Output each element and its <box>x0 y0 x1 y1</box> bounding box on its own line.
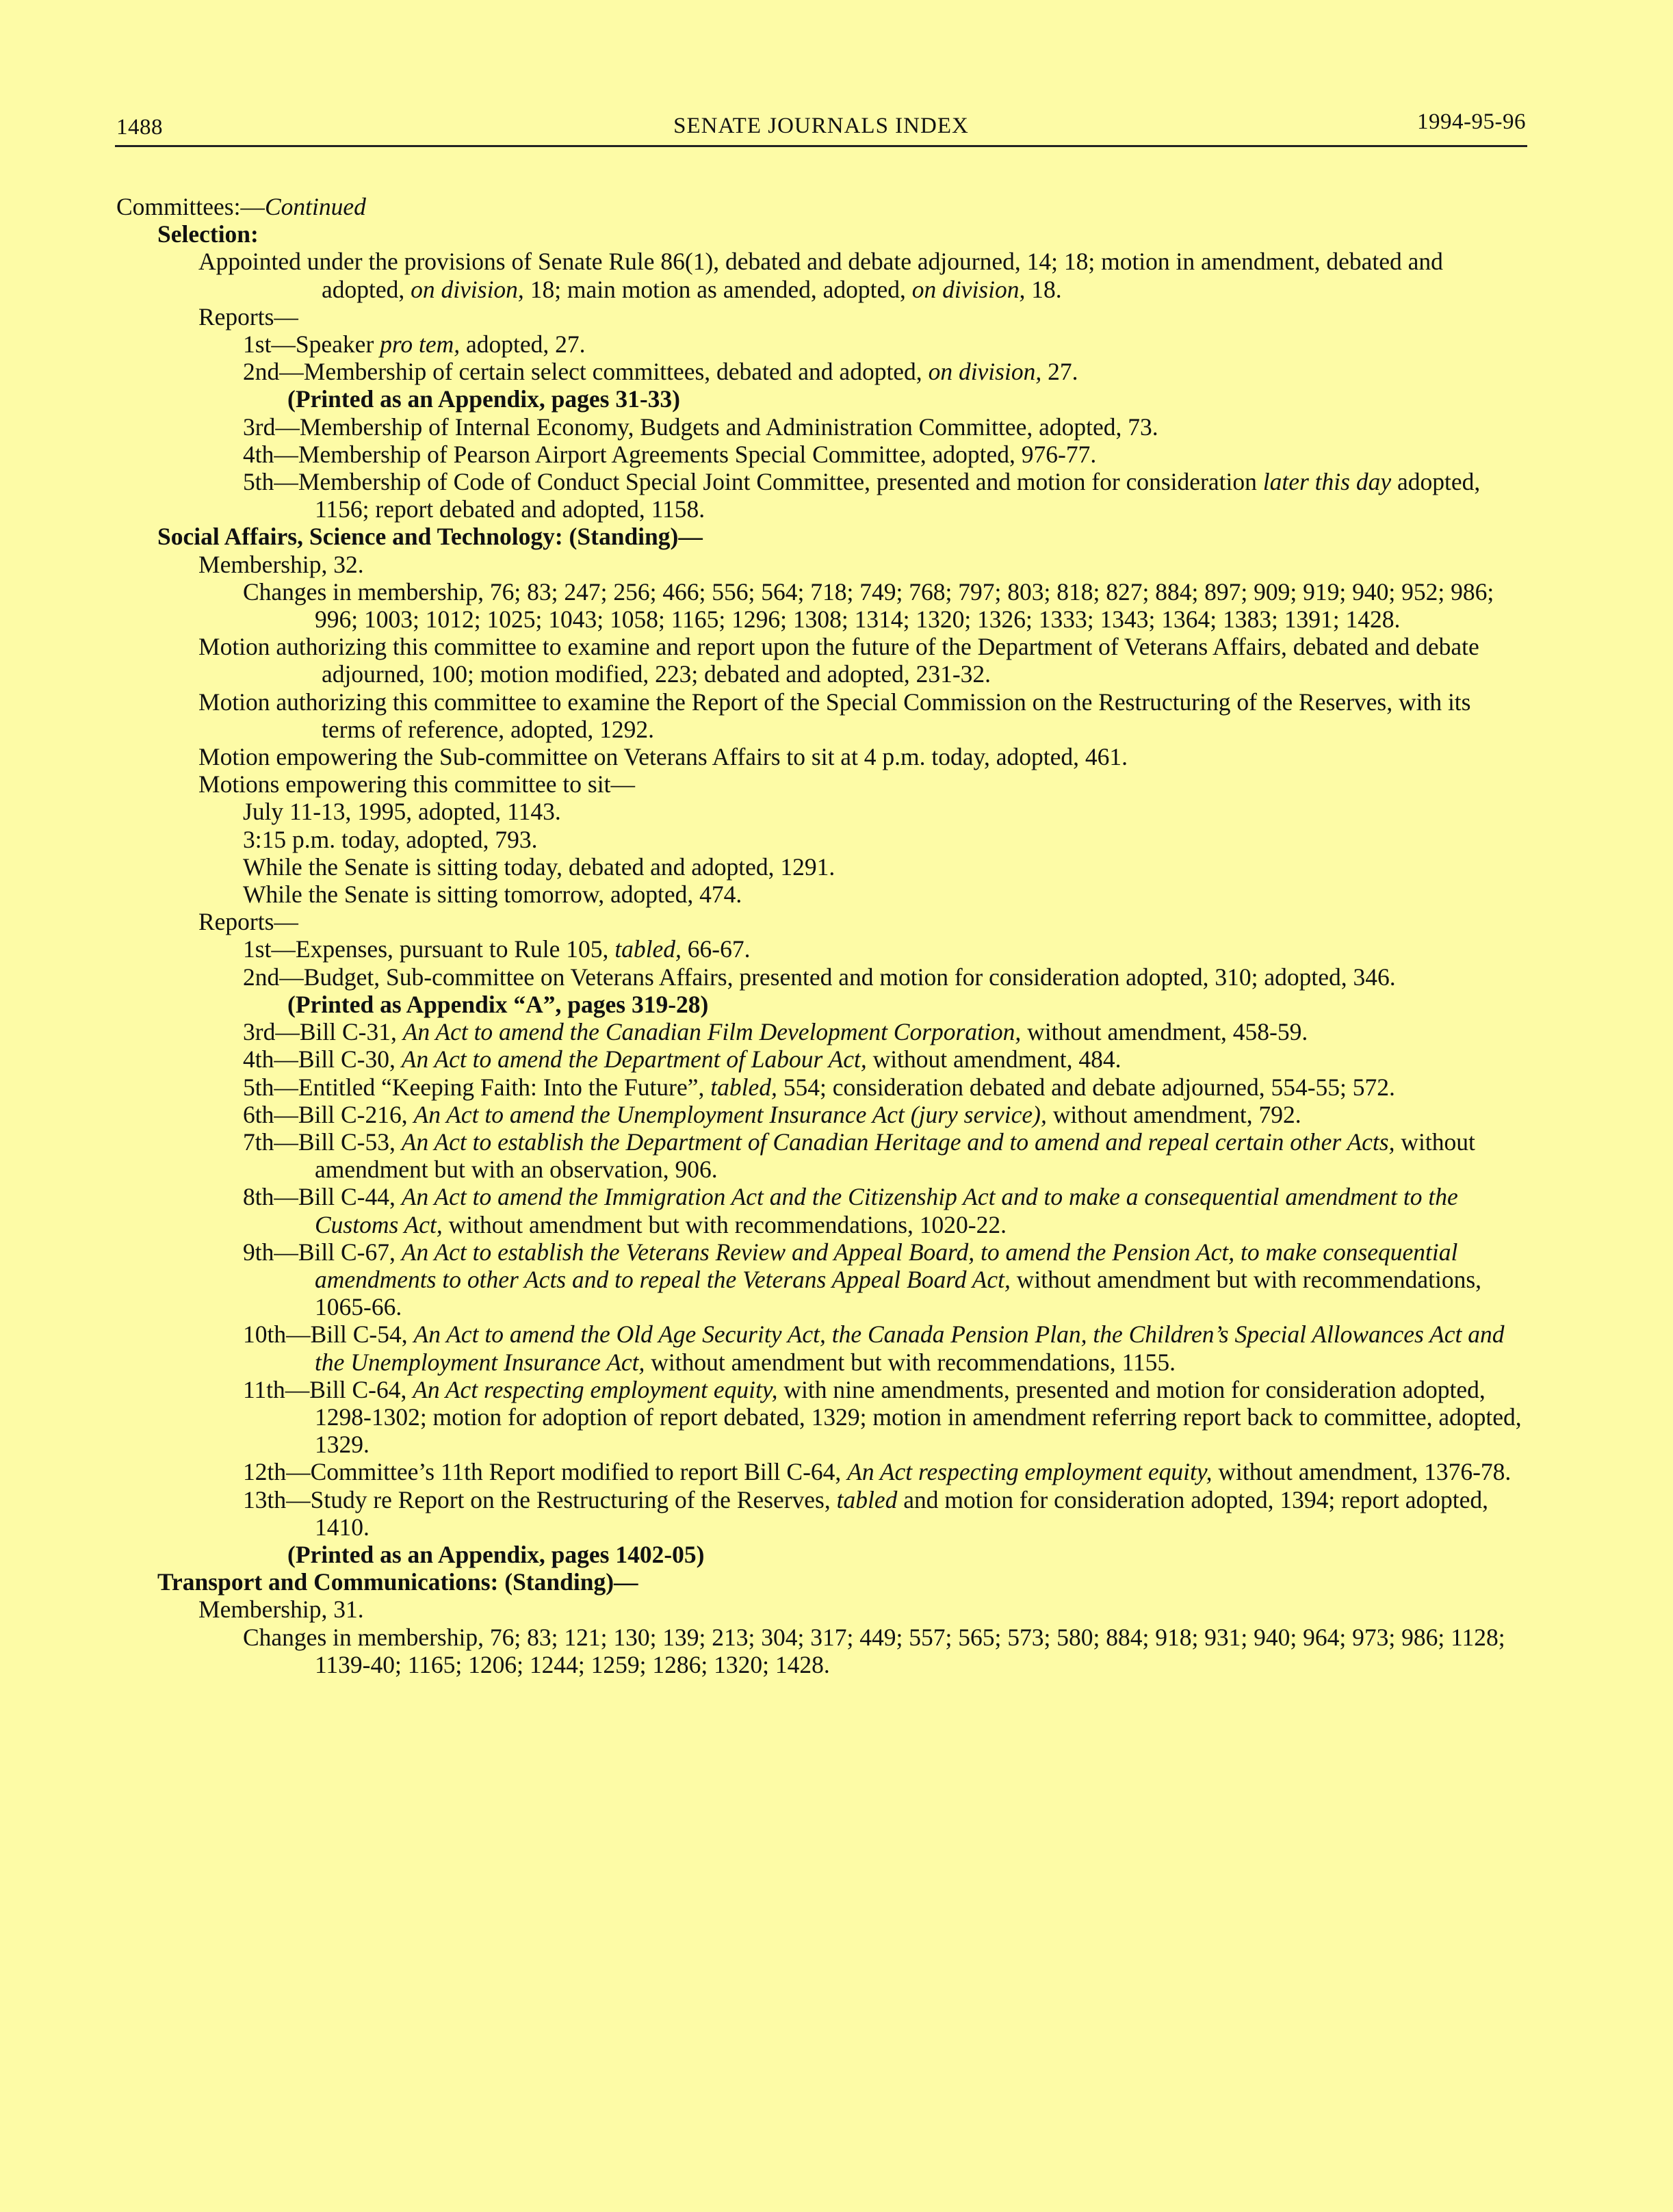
entry-text: July 11-13, 1995, adopted, 1143. <box>243 798 561 826</box>
entry-text: Reports— <box>198 302 298 330</box>
index-entry <box>116 358 1530 385</box>
index-entry <box>116 633 1530 688</box>
index-entry <box>116 1541 1530 1568</box>
index-entry <box>116 1018 1530 1045</box>
index-entry <box>116 1183 1530 1238</box>
entry-text: tabled, <box>614 935 682 963</box>
entry-text: 3rd—Bill C-31, <box>243 1018 403 1046</box>
entry-text: without amendment, 484. <box>866 1045 1121 1074</box>
index-entry <box>116 963 1530 991</box>
index-entry <box>116 1376 1530 1459</box>
entry-text: 5th—Entitled “Keeping Faith: Into the Future”, <box>243 1073 711 1101</box>
index-entry <box>116 330 1530 358</box>
index-entry <box>116 1074 1530 1101</box>
entry-text: 27. <box>1041 358 1078 386</box>
entry-text: without amendment but with recommendations, 1020-22. <box>442 1210 1007 1238</box>
index-entry <box>116 523 1530 550</box>
entry-text: Social Affairs, Science and Technology: (Standing)— <box>157 523 703 551</box>
index-entry <box>116 468 1530 523</box>
journal-title: SENATE JOURNALS INDEX <box>673 114 969 138</box>
entry-text: pro tem, <box>380 330 461 359</box>
entry-text: While the Senate is sitting tomorrow, adopted, 474. <box>243 881 742 909</box>
entry-text: 6th—Bill C-216, <box>243 1100 414 1128</box>
entry-text: Motion authorizing this committee to examine the Report of the Special Commission on the Restructuring of the Reserves, with its terms of reference, adopted, 1292. <box>198 688 1471 743</box>
index-body <box>116 193 1530 1678</box>
index-entry <box>116 853 1530 881</box>
entry-text: An Act to amend the Canadian Film Development Corporation, <box>402 1018 1022 1046</box>
index-entry <box>116 798 1530 825</box>
index-entry <box>116 385 1530 413</box>
entry-text: 4th—Membership of Pearson Airport Agreements Special Committee, adopted, 976-77. <box>243 440 1097 468</box>
entry-text: 10th—Bill C-54, <box>243 1320 414 1349</box>
index-entry <box>116 1045 1530 1073</box>
entry-text: An Act to establish the Veterans Review and Appeal Board, to amend the Pension Act, to make consequential amendments to other Acts and to repeal the Veterans Appeal Board Act, <box>315 1238 1458 1293</box>
entry-text: An Act to amend the Immigration Act and the Citizenship Act and to make a consequential amendment to the Customs Act, <box>315 1183 1458 1238</box>
index-entry <box>116 1128 1530 1183</box>
entry-text: Changes in membership, 76; 83; 121; 130; 139; 213; 304; 317; 449; 557; 565; 573; 580; 884; 918; 931; 940; 964; 973; 986; 1128; 1139-40; 1165; 1206; 1244; 1259; 1286; 1320; 1428. <box>243 1623 1505 1678</box>
entry-text: 66-67. <box>681 935 751 963</box>
index-entry <box>116 1320 1530 1375</box>
entry-text: Membership, 31. <box>198 1596 364 1624</box>
entry-text: Membership, 32. <box>198 550 364 578</box>
entry-text: 5th—Membership of Code of Conduct Special Joint Committee, presented and motion for consideration <box>243 468 1263 496</box>
index-entry <box>116 1458 1530 1485</box>
entry-text: 8th—Bill C-44, <box>243 1183 402 1211</box>
entry-text: Appointed under the provisions of Senate Rule 86(1), debated and debate adjourned, 14; 18; motion in amendment, debated and adopted, <box>198 248 1443 303</box>
entry-text: 2nd—Budget, Sub-committee on Veterans Affairs, presented and motion for consideration adopted, 310; adopted, 346. <box>243 963 1396 991</box>
entry-text: adopted, 27. <box>460 330 586 359</box>
entry-text: without amendment but with recommendations, 1065-66. <box>315 1265 1482 1321</box>
session-years: 1994-95-96 <box>1417 109 1526 134</box>
entry-text: Reports— <box>198 908 298 936</box>
index-entry <box>116 991 1530 1018</box>
entry-text: 3rd—Membership of Internal Economy, Budgets and Administration Committee, adopted, 73. <box>243 413 1158 441</box>
index-entry <box>116 908 1530 935</box>
entry-text: on division, <box>911 275 1026 303</box>
entry-text: 7th—Bill C-53, <box>243 1128 402 1156</box>
entry-text: and motion for consideration adopted, 1394; report adopted, 1410. <box>315 1485 1488 1541</box>
entry-text: 18; main motion as amended, adopted, <box>523 275 912 303</box>
entry-text: 3:15 p.m. today, adopted, 793. <box>243 825 538 853</box>
index-entry <box>116 551 1530 578</box>
entry-text: Motion authorizing this committee to examine and report upon the future of the Department of Veterans Affairs, debated and debate adjourned, 100; motion modified, 223; debated and adopted, 231-32. <box>198 633 1479 688</box>
index-entry <box>116 1568 1530 1596</box>
index-entry <box>116 578 1530 633</box>
entry-text: 18. <box>1025 275 1062 303</box>
index-entry <box>116 248 1530 302</box>
index-entry <box>116 413 1530 441</box>
entry-text: An Act to establish the Department of Canadian Heritage and to amend and repeal certain other Acts, <box>401 1128 1395 1156</box>
entry-text: without amendment, 1376-78. <box>1212 1458 1512 1486</box>
entry-text: 11th—Bill C-64, <box>243 1375 413 1403</box>
entry-text: without amendment, 458-59. <box>1021 1018 1308 1046</box>
entry-text: adopted, 1156; report debated and adopted, 1158. <box>315 468 1481 523</box>
index-entry <box>116 1624 1530 1678</box>
entry-text: Committees:— <box>116 193 265 220</box>
entry-text: 12th—Committee’s 11th Report modified to report Bill C-64, <box>243 1458 848 1486</box>
entry-text: tabled <box>836 1485 898 1513</box>
entry-text: 4th—Bill C-30, <box>243 1045 402 1074</box>
entry-text: on division, <box>928 358 1042 386</box>
index-entry <box>116 688 1530 743</box>
index-entry <box>116 743 1530 770</box>
entry-text: An Act to amend the Old Age Security Act, the Canada Pension Plan, the Children’s Special Allowances Act and the Unemployment Insurance Act, <box>315 1320 1505 1376</box>
index-entry <box>116 770 1530 798</box>
entry-text: with nine amendments, presented and motion for consideration adopted, 1298-1302; motion for adoption of report debated, 1329; motion in amendment referring report back to committee, adopted, 1329. <box>315 1375 1522 1459</box>
entry-text: An Act to amend the Department of Labour Act, <box>401 1045 867 1074</box>
index-entry <box>116 881 1530 908</box>
entry-text: without amendment but with recommendations, 1155. <box>645 1348 1176 1376</box>
index-entry <box>116 826 1530 853</box>
index-entry <box>116 441 1530 468</box>
entry-text: (Printed as an Appendix, pages 1402-05) <box>287 1540 705 1568</box>
running-header <box>116 109 1526 145</box>
entry-text: (Printed as Appendix “A”, pages 319-28) <box>287 990 709 1018</box>
index-entry <box>116 193 1530 220</box>
entry-text: (Printed as an Appendix, pages 31-33) <box>287 385 680 413</box>
entry-text: tabled, <box>710 1073 777 1101</box>
index-entry <box>116 1101 1530 1128</box>
entry-text: 9th—Bill C-67, <box>243 1238 402 1266</box>
entry-text: 13th—Study re Report on the Restructuring of the Reserves, <box>243 1485 837 1513</box>
index-entry <box>116 935 1530 963</box>
entry-text: While the Senate is sitting today, debated and adopted, 1291. <box>243 853 835 881</box>
index-entry <box>116 1596 1530 1623</box>
index-entry <box>116 303 1530 330</box>
index-entry <box>116 220 1530 248</box>
entry-text: on division, <box>411 275 524 303</box>
entry-text: 554; consideration debated and debate adjourned, 554-55; 572. <box>777 1073 1395 1101</box>
entry-text: without amendment, 792. <box>1046 1100 1301 1128</box>
entry-text: Continued <box>264 193 366 220</box>
entry-text: 2nd—Membership of certain select committees, debated and adopted, <box>243 358 929 386</box>
entry-text: An Act respecting employment equity, <box>413 1375 778 1403</box>
entry-text: Changes in membership, 76; 83; 247; 256; 466; 556; 564; 718; 749; 768; 797; 803; 818; 827; 884; 897; 909; 919; 940; 952; 986; 996; 1003; 1012; 1025; 1043; 1058; 1165; 1296; 1308; 1314; 1320; 1326; 1333; 1343; 1364; 1383; 1391; 1428. <box>243 577 1494 634</box>
entry-text: Selection: <box>157 220 259 248</box>
index-entry <box>116 1238 1530 1321</box>
entry-text: later this day <box>1262 468 1392 496</box>
entry-text: Transport and Communications: (Standing)— <box>157 1568 638 1596</box>
entry-text: 1st—Expenses, pursuant to Rule 105, <box>243 935 615 963</box>
entry-text: Motion empowering the Sub-committee on Veterans Affairs to sit at 4 p.m. today, adopted, 461. <box>198 743 1128 771</box>
entry-text: An Act to amend the Unemployment Insurance Act (jury service), <box>413 1100 1047 1128</box>
entry-text: An Act respecting employment equity, <box>847 1458 1212 1486</box>
header-rule <box>115 145 1527 147</box>
entry-text: without amendment but with an observation, 906. <box>315 1128 1475 1184</box>
entry-text: Motions empowering this committee to sit— <box>198 770 635 798</box>
index-entry <box>116 1486 1530 1541</box>
page-number: 1488 <box>116 115 163 140</box>
entry-text: 1st—Speaker <box>243 330 380 359</box>
